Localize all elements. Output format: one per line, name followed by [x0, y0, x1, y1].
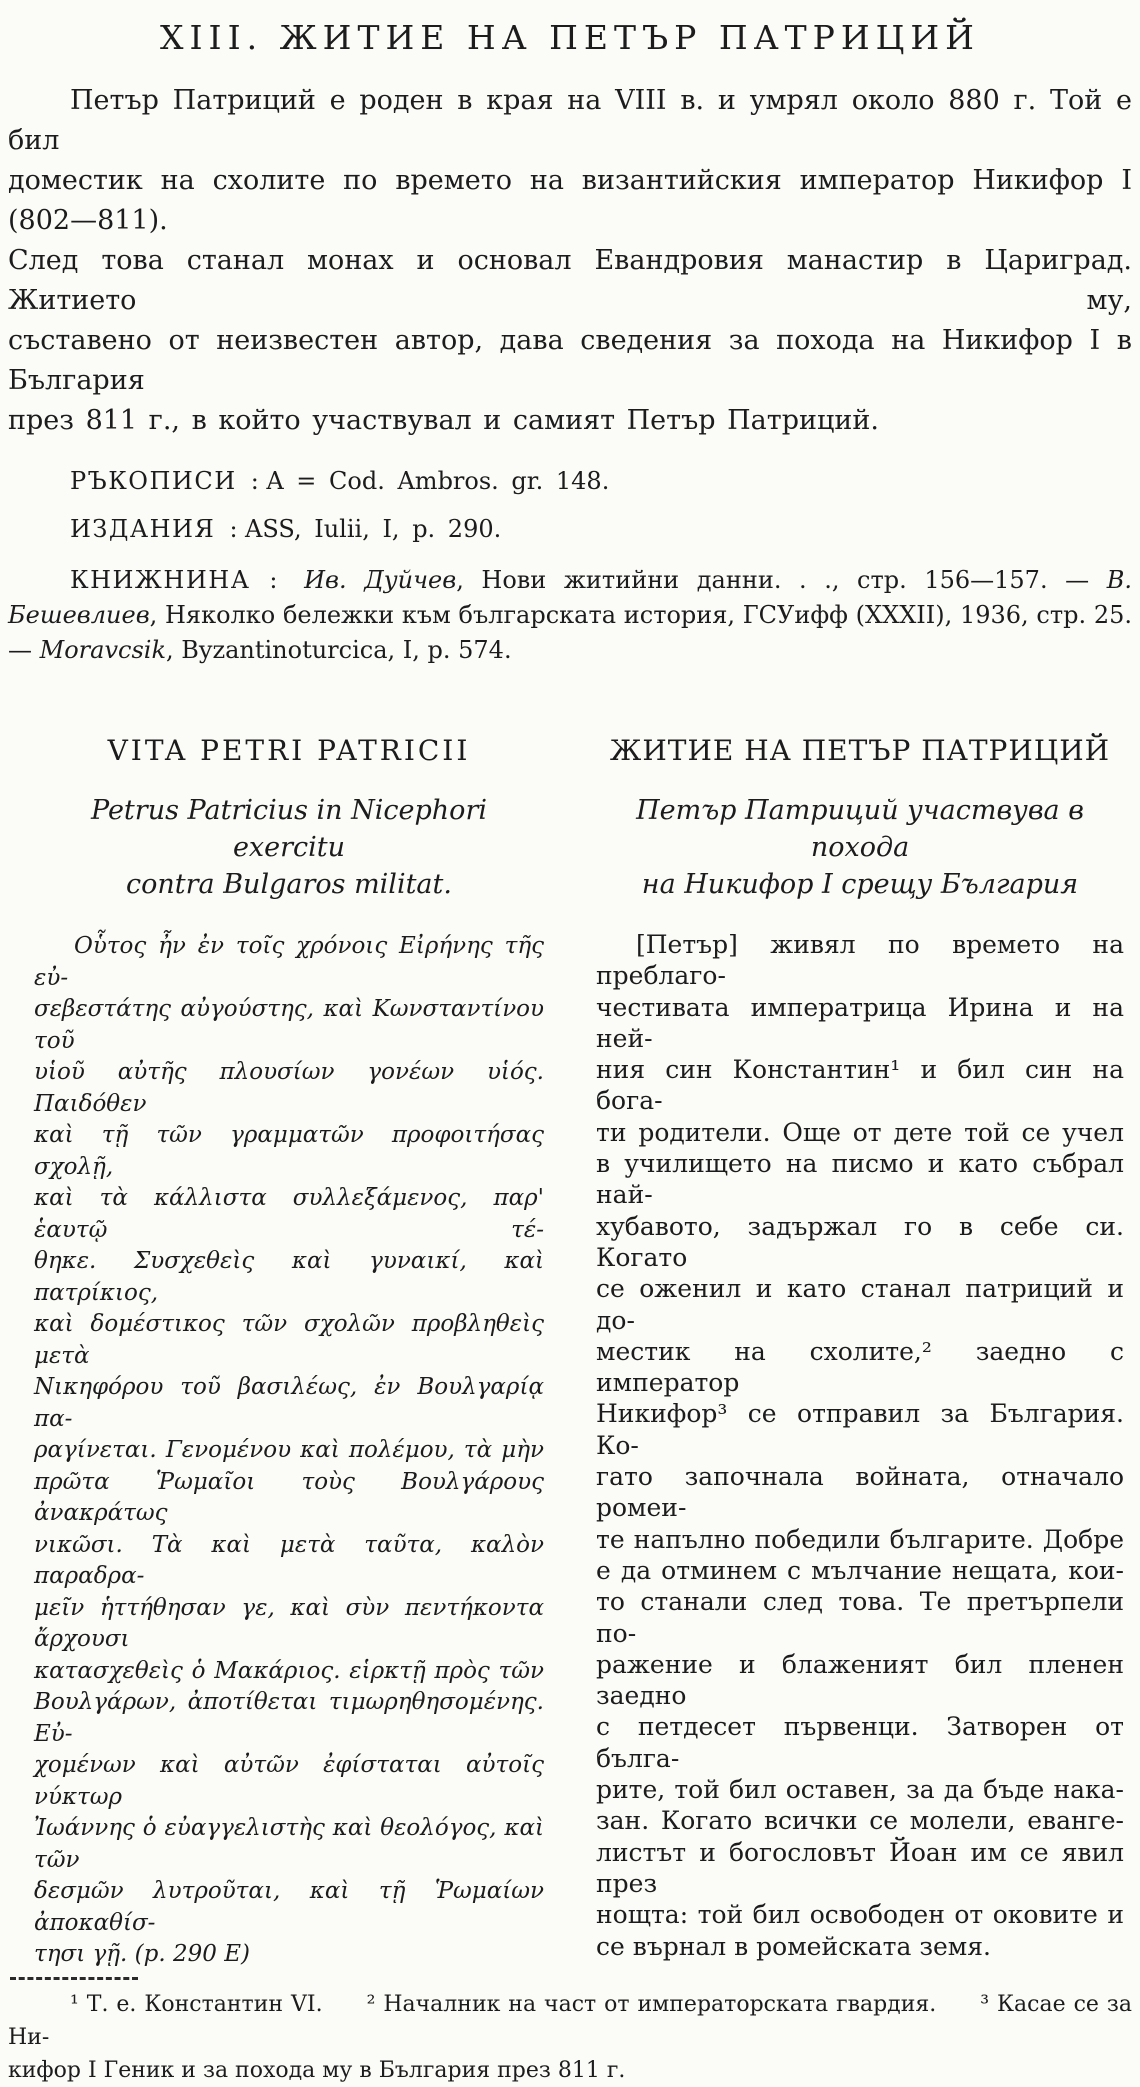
bibliography-paragraph — [8, 563, 1132, 668]
parallel-text-columns — [8, 734, 1132, 1971]
bibliography-label: КНИЖНИНА : — [70, 566, 299, 594]
editions-line — [8, 515, 1132, 543]
bibliography-ref-beshevliev: , Няколко бележки към българската история, ГСУифф (XXXII), 1936, стр. 25. — — [8, 601, 1132, 664]
editions-value: ASS, Iulii, I, p. 290. — [245, 515, 502, 543]
manuscripts-line — [8, 467, 1132, 495]
bibliography-ref-duychev: , Нови житийни данни. . ., стр. 156—157. — — [456, 566, 1107, 594]
latin-title: VITA PETRI PATRICII — [107, 734, 471, 767]
right-column-bulgarian — [596, 734, 1124, 1971]
bibliography-author-duychev: Ив. Дуйчев — [304, 566, 457, 594]
manuscripts-label: РЪКОПИСИ : — [70, 467, 261, 495]
greek-body-text: Οὗτος ἦν ἐν τοῖς χρόνοις Εἰρήνης τῆς εὐ- σεβεστάτης αὐγούστης, καὶ Κωνσταντίνου τοῦ υἱοῦ αὐτῆς πλουσίων γονέων υἱός. Παιδόθεν καὶ τῇ τῶν γραμματῶν προφοιτήσας σχολῇ, καὶ τὰ κάλλιστα συλλεξάμενος, παρ' ἑαυτῷ τέ- θηκε. Συσχεθεὶς καὶ γυναικί, καὶ πατρίκιος, καὶ δομέστικος τῶν σχολῶν προβληθεὶς μετὰ Νικηφόρου τοῦ βασιλέως, ἐν Βουλγαρίᾳ πα- ραγίνεται. Γενομένου καὶ πολέμου, τὰ μὴν πρῶτα Ῥωμαῖοι τοὺς Βουλγάρους ἀνακράτως νικῶσι. Τὰ καὶ μετὰ ταῦτα, καλὸν παραδρα- μεῖν ἡττήθησαν γε, καὶ σὺν πεντήκοντα ἄρχουσι κατασχεθεὶς ὁ Μακάριος. εἱρκτῇ πρὸς τῶν Βουλγάρων, ἀποτίθεται τιμωρηθησομένης. Εὐ- χομένων καὶ αὐτῶν ἐφίσταται αὐτοῖς νύκτωρ Ἰωάννης ὁ εὐαγγελιστὴς καὶ θεολόγος, καὶ τῶν δεσμῶν λυτροῦται, καὶ τῇ Ῥωμαίων ἀποκαθίσ- τησι γῇ. (p. 290 E) — [34, 933, 544, 1967]
bulgarian-subtitle: Петър Патриций участвува в похода на Никифор I срещу България — [636, 795, 1084, 900]
bibliography-ref-moravcsik: , Byzantinoturcica, I, p. 574. — [165, 636, 512, 664]
page-title: XIII. ЖИТИЕ НА ПЕТЪР ПАТРИЦИЙ — [160, 18, 980, 57]
latin-subtitle: Petrus Patricius in Nicephori exercitu contra Bulgaros militat. — [91, 795, 487, 900]
bulgarian-title: ЖИТИЕ НА ПЕТЪР ПАТРИЦИЙ — [609, 734, 1111, 767]
left-column-latin-greek — [34, 734, 544, 1971]
bibliography-author-beshevliev: В. Бешевлиев — [8, 566, 1132, 629]
footnote-divider — [10, 1977, 138, 1980]
intro-paragraph: Петър Патриций е роден в края на VIII в. и умрял около 880 г. Той е бил доместик на схолите по времето на византийския император Никифор I (802—811). След това станал монах и основал Евандровия манастир в Цариград. Житието му, съставено от неизвестен автор, дава сведения за похода на Никифор I в България през 811 г., в който участвувал и самият Петър Патриций. — [8, 85, 1132, 436]
editions-label: ИЗДАНИЯ : — [70, 515, 240, 543]
footnotes: ¹ Т. е. Константин VI. ² Началник на част от императорската гвардия. ³ Касае се за Ни- кифор I Геник и за похода му в България през 811 г. — [8, 1991, 1132, 2083]
bulgarian-body-text: [Петър] живял по времето на преблаго- честивата императрица Ирина и на ней- ния син Константин¹ и бил син на бога- ти родители. Още от дете той се учел в училището на писмо и като събрал най- хубавото, задържал го в себе си. Когато се оженил и като станал патриций и до- местик на схолите,² заедно с император Никифор³ се отправил за България. Ко- гато започнала войната, отначало ромеи- те напълно победили българите. Добре е да отминем с мълчание нещата, кои- то станали след това. Те претърпели по- ражение и блаженият бил пленен заедно с петдесет първенци. Затворен от бълга- рите, той бил оставен, за да бъде нака- зан. Когато всички се молели, еванге- листът и богословът Йоан им се явил през нощта: той бил освободен от оковите и се върнал в ромейската земя. — [596, 930, 1124, 1961]
manuscripts-value: A = Cod. Ambros. gr. 148. — [266, 467, 610, 495]
bibliography-author-moravcsik: Moravcsik — [39, 636, 166, 664]
